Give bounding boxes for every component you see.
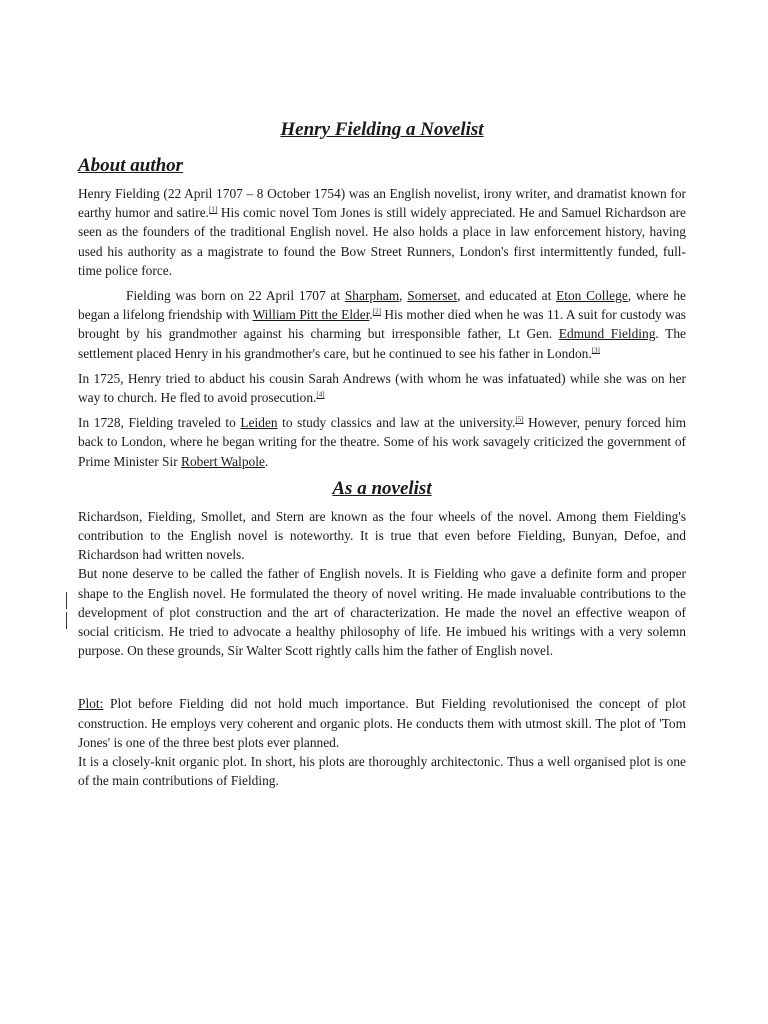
change-bar: [66, 612, 67, 629]
link-eton-college[interactable]: Eton College: [556, 288, 628, 304]
paragraph: But none deserve to be called the father of English novels. It is Fielding who gave a definite form and proper shape to the English novel. He formulated the theory of novel writing. He made invaluable contributions to the development of plot construction and the art of characterization. He made the novel an effective weapon of social criticism. He tried to advocate a healthy philosophy of life. He imbued his writings with a very solemn purpose. On these grounds, Sir Walter Scott rightly calls him the father of English novel.: [78, 566, 686, 659]
link-edmund-fielding[interactable]: Edmund Fielding: [558, 326, 656, 342]
change-bar: [66, 592, 67, 609]
paragraph: [78, 369, 686, 407]
text: In 1728, Fielding traveled to: [78, 415, 241, 431]
paragraph: [78, 184, 686, 280]
paragraph: [78, 286, 686, 363]
link-william-pitt[interactable]: William Pitt the Elder: [252, 307, 370, 323]
section-heading-novelist: As a novelist: [332, 477, 432, 499]
text: His mother died when he was 11. A suit for custody was brought by his grandmother against his charming but irresponsible father, Lt Gen.: [78, 307, 686, 342]
link-leiden[interactable]: Leiden: [240, 415, 278, 431]
text: , where he began a lifelong friendship with: [78, 288, 686, 323]
text: .: [369, 307, 373, 323]
link-robert-walpole[interactable]: Robert Walpole: [181, 453, 265, 469]
text: , and educated at: [457, 288, 557, 304]
text: . The settlement placed Henry in his grandmother's care, but he continued to see his father in London.: [78, 326, 686, 361]
text: In 1725, Henry tried to abduct his cousin Sarah Andrews (with whom he was infatuated) while she was on her way to church. He fled to avoid prosecution.: [78, 370, 686, 406]
citation-link[interactable]: [3]: [591, 346, 600, 355]
text: to study classics and law at the university.: [277, 415, 516, 431]
spacer: [78, 666, 686, 694]
text: Fielding was born on 22 April 1707 at: [126, 288, 345, 304]
page-title: Henry Fielding a Novelist: [280, 119, 484, 140]
paragraph: [78, 413, 686, 471]
link-sharpham[interactable]: Sharpham: [344, 288, 400, 304]
section-heading-about: About author: [78, 155, 184, 176]
citation-link[interactable]: [1]: [209, 205, 218, 214]
link-somerset[interactable]: Somerset: [407, 288, 458, 304]
citation-link[interactable]: [2]: [372, 307, 381, 316]
paragraph: Richardson, Fielding, Smollet, and Stern are known as the four wheels of the novel. Among them Fielding's contribution to the English novel is noteworthy. It is true that even before Fielding, Bunyan, Defoe, and Richardson had written novels.: [78, 508, 686, 563]
paragraph: It is a closely-knit organic plot. In short, his plots are thoroughly architectonic. Thus a well organised plot is one of the main contributions of Fielding.: [78, 754, 686, 789]
text: However, penury forced him back to London, where he began writing for the theatre. Some of his work savagely criticized the government of Prime Minister Sir: [78, 415, 687, 469]
text: His comic novel Tom Jones is still widely appreciated. He and Samuel Richardson are seen as the founders of the traditional English novel. He also holds a place in law enforcement history, having used his authority as a magistrate to found the Bow Street Runners, London's first intermittently funded, full-time police force.: [78, 205, 687, 278]
paragraph: [78, 694, 686, 752]
text: ,: [399, 288, 408, 304]
document-page: [78, 118, 686, 796]
plot-label: Plot:: [78, 696, 104, 712]
text: Henry Fielding (22 April 1707 – 8 October 1754) was an English novelist, irony writer, and dramatist known for earthy humor and satire.: [78, 186, 686, 221]
text: .: [264, 453, 269, 469]
citation-link[interactable]: [4]: [316, 390, 325, 399]
text: Plot before Fielding did not hold much importance. But Fielding revolutionised the concept of plot construction. He employs very coherent and organic plots. He conducts them with utmost skill. The plot of 'Tom Jones' is one of the three best plots ever planned.: [78, 696, 686, 750]
citation-link[interactable]: [5]: [515, 415, 524, 424]
